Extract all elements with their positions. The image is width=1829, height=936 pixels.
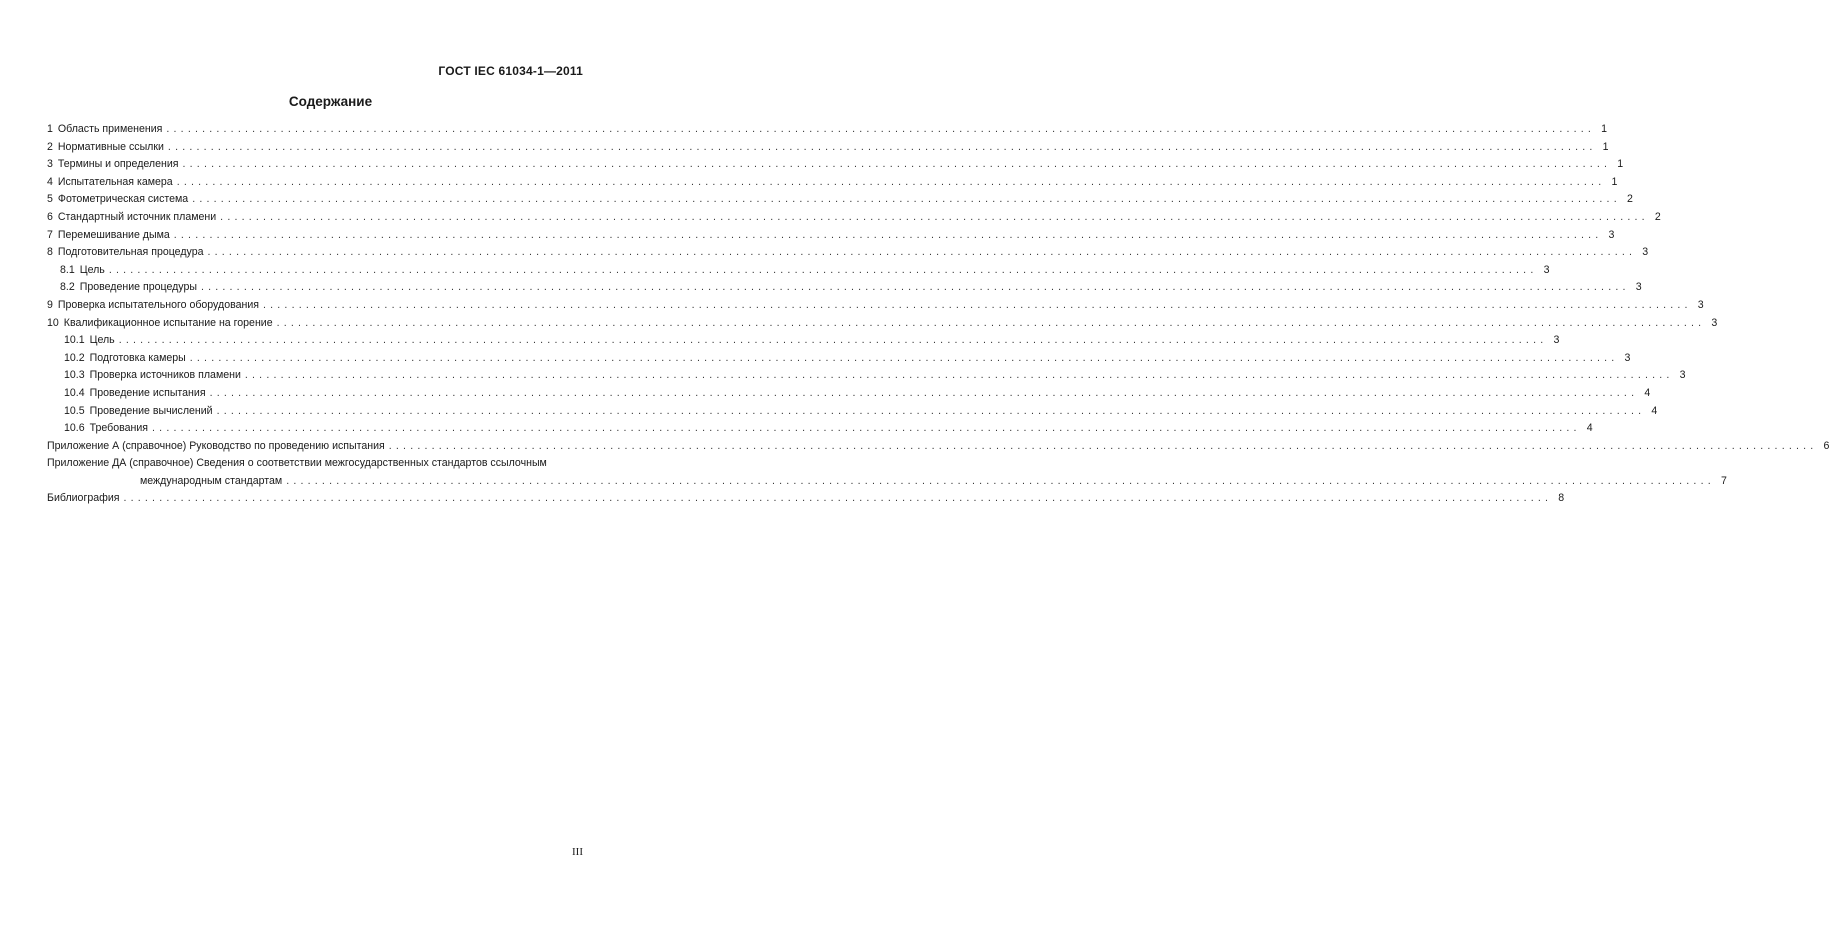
toc-leader: ........................................................................................................................................................................................................ [216, 404, 1646, 417]
toc-entry-number: 10.6 [64, 422, 85, 435]
toc-entry-title: Испытательная камера [57, 175, 173, 188]
toc-leader: ........................................................................................................................................................................................................ [167, 140, 1597, 153]
toc-entry-title: Стандартный источник пламени [57, 210, 217, 223]
toc-leader: ........................................................................................................................................................................................................ [118, 334, 1548, 347]
toc-entry-number: 9 [47, 298, 53, 311]
toc-leader: ........................................................................................................................................................................................................ [244, 369, 1674, 382]
toc-entry[interactable] [47, 332, 1560, 350]
toc-entry-number: 2 [47, 140, 53, 153]
toc-entry[interactable] [47, 209, 1661, 227]
toc-entry[interactable] [47, 420, 1593, 438]
toc-entry[interactable] [47, 244, 1649, 262]
toc-entry[interactable] [47, 385, 1651, 403]
toc-entry-number: 10 [47, 316, 59, 329]
toc-page-number: 4 [1651, 404, 1658, 417]
toc-appendix-a-label: Приложение А (справочное) Руководство по проведению испытания [47, 439, 385, 452]
toc-entry-title: Проверка испытательного оборудования [57, 298, 259, 311]
toc-entry-title: Проведение испытания [89, 386, 206, 399]
toc-entry-number: 10.3 [64, 369, 85, 382]
toc-leader: ........................................................................................................................................................................................................ [286, 474, 1715, 487]
toc-page-number: 2 [1626, 193, 1633, 206]
toc-leader: ........................................................................................................................................................................................................ [388, 439, 1818, 452]
toc-entry-title: Термины и определения [57, 158, 179, 171]
toc-entry[interactable] [47, 139, 1609, 157]
toc-page-number: 1 [1611, 175, 1618, 188]
toc-leader: ........................................................................................................................................................................................................ [263, 298, 1692, 311]
toc-entry-title: Цель [79, 263, 105, 276]
toc-page-number: 1 [1602, 140, 1609, 153]
toc-entry-number: 5 [47, 193, 53, 206]
toc-leader: ........................................................................................................................................................................................................ [176, 175, 1606, 188]
toc-entry-number: 7 [47, 228, 53, 241]
toc-page-number: 1 [1601, 123, 1608, 135]
toc-entry-title: Квалификационное испытание на горение [63, 316, 273, 329]
toc-entry-number: 10.4 [64, 386, 85, 399]
toc-entry-title: Требования [89, 422, 149, 435]
toc-page-number: 3 [1711, 316, 1718, 329]
toc-leader: ........................................................................................................................................................................................................ [200, 281, 1630, 294]
toc-entry-title: Нормативные ссылки [57, 140, 164, 153]
toc-entry-number: 8.2 [60, 281, 75, 294]
toc-leader: ........................................................................................................................................................................................................ [207, 246, 1637, 259]
toc-bibliography-label: Библиография [47, 492, 120, 505]
toc-entry-title: Подготовительная процедура [57, 246, 204, 259]
toc-entry-title: Цель [89, 334, 115, 347]
toc-appendix-da-label-cont: международным стандартам [140, 474, 283, 487]
toc-bibliography[interactable] [47, 490, 1565, 508]
toc-entry-number: 10.1 [64, 334, 85, 347]
toc-entry[interactable] [47, 315, 1718, 333]
toc-page-number: 3 [1697, 298, 1704, 311]
toc-entry[interactable] [47, 227, 1615, 245]
toc-entry-number: 3 [47, 158, 53, 171]
toc-leader: ........................................................................................................................................................................................................ [209, 386, 1639, 399]
toc-entries [47, 121, 1718, 438]
toc-entry-number: 10.2 [64, 351, 85, 364]
toc-page-number: 3 [1642, 246, 1649, 259]
toc-entry-number: 8.1 [60, 263, 75, 276]
toc-appendix-da-line1[interactable] [47, 455, 585, 473]
toc-entry-number: 10.5 [64, 404, 85, 417]
toc-entry[interactable] [47, 403, 1658, 421]
toc-entry-number: 4 [47, 175, 53, 188]
toc-entry-title: Перемешивание дыма [57, 228, 170, 241]
toc-leader: ........................................................................................................................................................................................................ [123, 492, 1553, 505]
toc-entry[interactable] [47, 174, 1618, 192]
toc-entry-number: 8 [47, 246, 53, 259]
toc-appendix-da-label: Приложение ДА (справочное) Сведения о соответствии межгосударственных стандартов ссылочным [47, 457, 547, 470]
toc-leader: ........................................................................................................................................................................................................ [152, 422, 1581, 435]
toc-entry[interactable] [47, 121, 1608, 139]
toc-entry[interactable] [47, 367, 1686, 385]
toc-leader: ........................................................................................................................................................................................................ [182, 158, 1612, 171]
toc-page-number: 1 [1617, 158, 1624, 171]
toc-entry[interactable] [47, 279, 1642, 297]
toc-entry[interactable] [47, 262, 1550, 280]
table-of-contents [47, 121, 1829, 508]
toc-entry-number: 6 [47, 210, 53, 223]
toc-page-number: 7 [1720, 474, 1727, 487]
page-title: Содержание [288, 94, 373, 109]
toc-page-number: 3 [1543, 263, 1550, 276]
toc-page-number: 6 [1823, 439, 1829, 452]
toc-leader: ........................................................................................................................................................................................................ [108, 263, 1538, 276]
page-number: III [572, 846, 583, 858]
toc-entry[interactable] [47, 297, 1704, 315]
toc-page-number: 3 [1679, 369, 1686, 382]
toc-leader: ........................................................................................................................................................................................................ [173, 228, 1603, 241]
toc-page-number: 2 [1654, 210, 1661, 223]
toc-page-number: 3 [1624, 351, 1631, 364]
toc-entry-title: Проверка источников пламени [89, 369, 241, 382]
toc-entry[interactable] [47, 191, 1633, 209]
toc-entry-number: 1 [47, 123, 53, 135]
toc-appendix-da-line2[interactable] [47, 473, 1727, 491]
toc-page-number: 3 [1635, 281, 1642, 294]
toc-page-number: 4 [1644, 386, 1651, 399]
toc-leader: ........................................................................................................................................................................................................ [220, 210, 1649, 223]
toc-entry-title: Проведение процедуры [79, 281, 197, 294]
toc-leader: ........................................................................................................................................................................................................ [189, 351, 1619, 364]
toc-leader: ........................................................................................................................................................................................................ [192, 193, 1621, 206]
toc-page-number: 4 [1586, 422, 1593, 435]
toc-entry-title: Область применения [57, 123, 163, 135]
toc-leader: ........................................................................................................................................................................................................ [276, 316, 1706, 329]
toc-entry-title: Проведение вычислений [89, 404, 213, 417]
toc-entry[interactable] [47, 156, 1624, 174]
toc-entry-title: Подготовка камеры [89, 351, 186, 364]
toc-appendix-a[interactable] [47, 438, 1829, 456]
toc-page-number: 3 [1608, 228, 1615, 241]
toc-entry[interactable] [47, 350, 1631, 368]
document-code: ГОСТ IEC 61034-1—2011 [438, 64, 583, 78]
toc-page-number: 8 [1558, 492, 1565, 505]
toc-entry-title: Фотометрическая система [57, 193, 189, 206]
toc-page-number: 3 [1553, 334, 1560, 347]
toc-leader: ........................................................................................................................................................................................................ [166, 123, 1596, 135]
